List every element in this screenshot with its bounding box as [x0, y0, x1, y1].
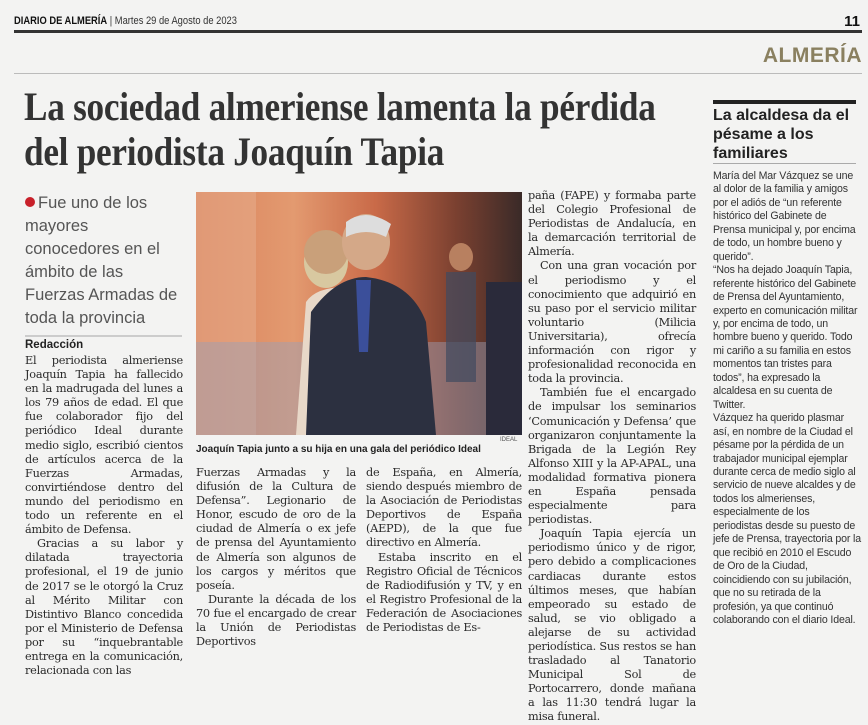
bullet-icon — [25, 197, 35, 207]
paragraph: También fue el encargado de impulsar los seminarios ‘Comunicación y Defensa’ que organizaron conjuntamente la Brigada de la Legión Rey Alfonso XIII y la AP-APAL, una modalidad formativa pionera en España pensada especialmente para periodistas. — [528, 386, 696, 527]
paragraph: Joaquín Tapia ejercía un periodismo único y de rigor, pero debido a complicaciones cardiacas durante estos últimos meses, que habían empeorado su estado de salud, se vio obligado a alejarse de su actividad periodística. Sus restos se han trasladado al Tanatorio Municipal Sol de Portocarrero, donde mañana a las 11:30 tendrá lugar la misa funeral. — [528, 527, 696, 724]
sidebar-paragraph: María del Mar Vázquez se une al dolor de la familia y amigos por el adiós de “un referente histórico del Gabinete de Prensa municipal y, por encima de todo, un hombre bueno y querido”. — [713, 170, 856, 263]
headline: La sociedad almeriense lamenta la pérdida del periodista Joaquín Tapia — [24, 84, 656, 174]
section-rule — [14, 73, 862, 74]
sidebar-paragraph: Vázquez ha querido plasmar así, en nombre de la Ciudad el pésame por la pérdida de un trabajador municipal ejemplar durante cerca de medio siglo al servicio de nueve alcaldes y de todos los almerienses, especialmente de los periodistas desde su puesto de jefe de Prensa, trayectoria por la que recibió en 2010 el Escudo de Oro de la Ciudad, coincidiendo con su jubilación, que no su retirada de la profesión, ya que continuó colaborando con el diario Ideal. — [713, 412, 862, 626]
paper-name: DIARIO DE ALMERÍA — [14, 15, 108, 27]
paragraph: Con una gran vocación por el periodismo y el conocimiento que adquirió en su paso por el servicio militar voluntario (Milicia Universitaria), ofrecía información con rigor y profesionalidad reconocida en toda la provincia. — [528, 259, 696, 386]
paragraph: Durante la década de los 70 fue el encargado de crear la Unión de Periodistas Deportivos — [196, 592, 356, 649]
photo-caption: Joaquín Tapia junto a su hija en una gala del periódico Ideal — [196, 444, 481, 455]
header-rule — [14, 30, 862, 33]
photo-credit: IDEAL — [500, 437, 518, 443]
paragraph: El periodista almeriense Joaquín Tapia ha fallecido en la madrugada del lunes a los 79 años de edad. El que fue colaborador fijo del periódico Ideal durante medio siglo, escribió cientos de artículos acerca de la Fuerzas Armadas, convirtiéndose dentro del mundo del periodismo en todo un referente en el ámbito de Defensa. — [25, 354, 183, 537]
masthead — [14, 15, 237, 27]
sidebar-rule — [713, 100, 856, 104]
page-number: 11 — [844, 13, 860, 30]
byline-rule — [25, 335, 182, 337]
article-column-1 — [25, 354, 183, 678]
paragraph: Estaba inscrito en el Registro Oficial de Técnicos de Radiodifusión y TV, y en el Registro Profesional de la Federación de Asociaciones de Periodistas de Es- — [366, 550, 522, 635]
sidebar-title: La alcaldesa da el pésame a los familiares — [713, 107, 850, 162]
sidebar-divider — [713, 163, 856, 164]
sidebar-body — [713, 170, 861, 627]
article-column-2 — [196, 466, 356, 649]
photo-illustration — [196, 192, 522, 435]
issue-date: Martes 29 de Agosto de 2023 — [114, 15, 237, 27]
paragraph: paña (FAPE) y formaba parte del Colegio Profesional de Periodistas de Andalucía, en la demarcación territorial de Almería. — [528, 189, 696, 259]
article-photo — [196, 192, 522, 435]
sidebar-paragraph: “Nos ha dejado Joaquín Tapia, referente histórico del Gabinete de Prensa del Ayuntamiento, experto en comunicación militar y, por encima de todo, un hombre bueno y querido. Todo mi cariño a su familia en estos momentos tan tristes para todos”, ha expresado la alcaldesa en su cuenta de Twitter. — [713, 264, 858, 411]
article-column-4 — [528, 189, 696, 725]
section-label: ALMERÍA — [762, 44, 862, 67]
separator: | — [109, 15, 113, 27]
paragraph: Gracias a su labor y dilatada trayectoria profesional, el 19 de junio de 2017 se le otorgó la Cruz al Mérito Militar con Distintivo Blanco concedida por el Ministerio de Defensa por su “inquebrantable entrega en la comunicación, relacionada con las — [25, 537, 183, 678]
subhead — [25, 192, 185, 330]
subhead-text: Fue uno de los mayores conocedores en el ámbito de las Fuerzas Armadas de toda la provincia — [25, 194, 178, 327]
paragraph: de España, en Almería, siendo después miembro de la Asociación de Periodistas Deportivos de España (AEPD), de la que fue directivo en Almería. — [366, 466, 522, 550]
byline: Redacción — [25, 339, 84, 351]
paragraph: Fuerzas Armadas y la difusión de la Cultura de Defensa”. Legionario de Honor, escudo de oro de la ciudad de Almería o ex jefe de prensa del Ayuntamiento de Almería son algunos de los cargos y méritos que poseía. — [196, 466, 356, 592]
